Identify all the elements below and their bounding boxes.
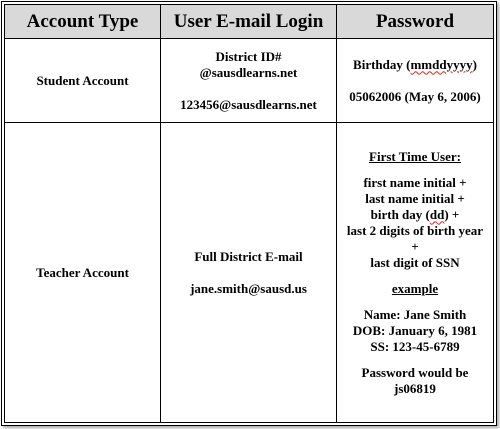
example-dob: DOB: January 6, 1981	[352, 322, 478, 338]
rule-ssn-digit: last digit of SSN	[370, 254, 460, 270]
rule-birth-day-format: dd	[429, 206, 445, 222]
example-heading: example	[391, 280, 439, 296]
first-time-heading: First Time User:	[369, 148, 461, 164]
rule-first-initial: first name initial +	[363, 174, 467, 190]
header-row	[5, 5, 494, 39]
rule-birth-year: last 2 digits of birth year	[346, 222, 484, 238]
account-info-table-frame	[1, 1, 497, 426]
student-password-example: 05062006 (May 6, 2006)	[349, 88, 481, 104]
example-ssn: SS: 123-45-6789	[370, 338, 460, 354]
student-password-cell	[337, 39, 494, 123]
student-label: Student Account	[36, 72, 129, 88]
header-account-type: Account Type	[5, 5, 161, 39]
student-login-example: 123456@sausdlearns.net	[180, 96, 317, 112]
rule-plus: +	[411, 238, 419, 254]
rule-last-initial: last name initial +	[365, 190, 465, 206]
teacher-label-cell	[5, 123, 161, 423]
teacher-label: Teacher Account	[36, 264, 129, 280]
teacher-password-cell	[337, 123, 494, 423]
header-login: User E-mail Login	[161, 5, 337, 39]
student-label-cell	[5, 39, 161, 123]
student-login-cell	[161, 39, 337, 123]
example-name: Name: Jane Smith	[363, 306, 467, 322]
header-password: Password	[337, 5, 494, 39]
teacher-login-line1: Full District E-mail	[194, 248, 303, 264]
student-login-line1: District ID#	[215, 48, 282, 64]
student-password-format: mmddyyyy	[410, 56, 473, 72]
student-password-rule: Birthday (mmddyyyy)	[353, 56, 477, 72]
result-password: js06819	[394, 380, 436, 396]
rule-birth-day: birth day (dd) +	[370, 206, 460, 222]
account-info-table	[4, 4, 494, 423]
teacher-login-example: jane.smith@sausd.us	[190, 280, 307, 296]
result-label: Password would be	[361, 364, 469, 380]
student-row	[5, 39, 494, 123]
teacher-row	[5, 123, 494, 423]
student-login-line2: @sausdlearns.net	[199, 64, 298, 80]
teacher-login-cell	[161, 123, 337, 423]
